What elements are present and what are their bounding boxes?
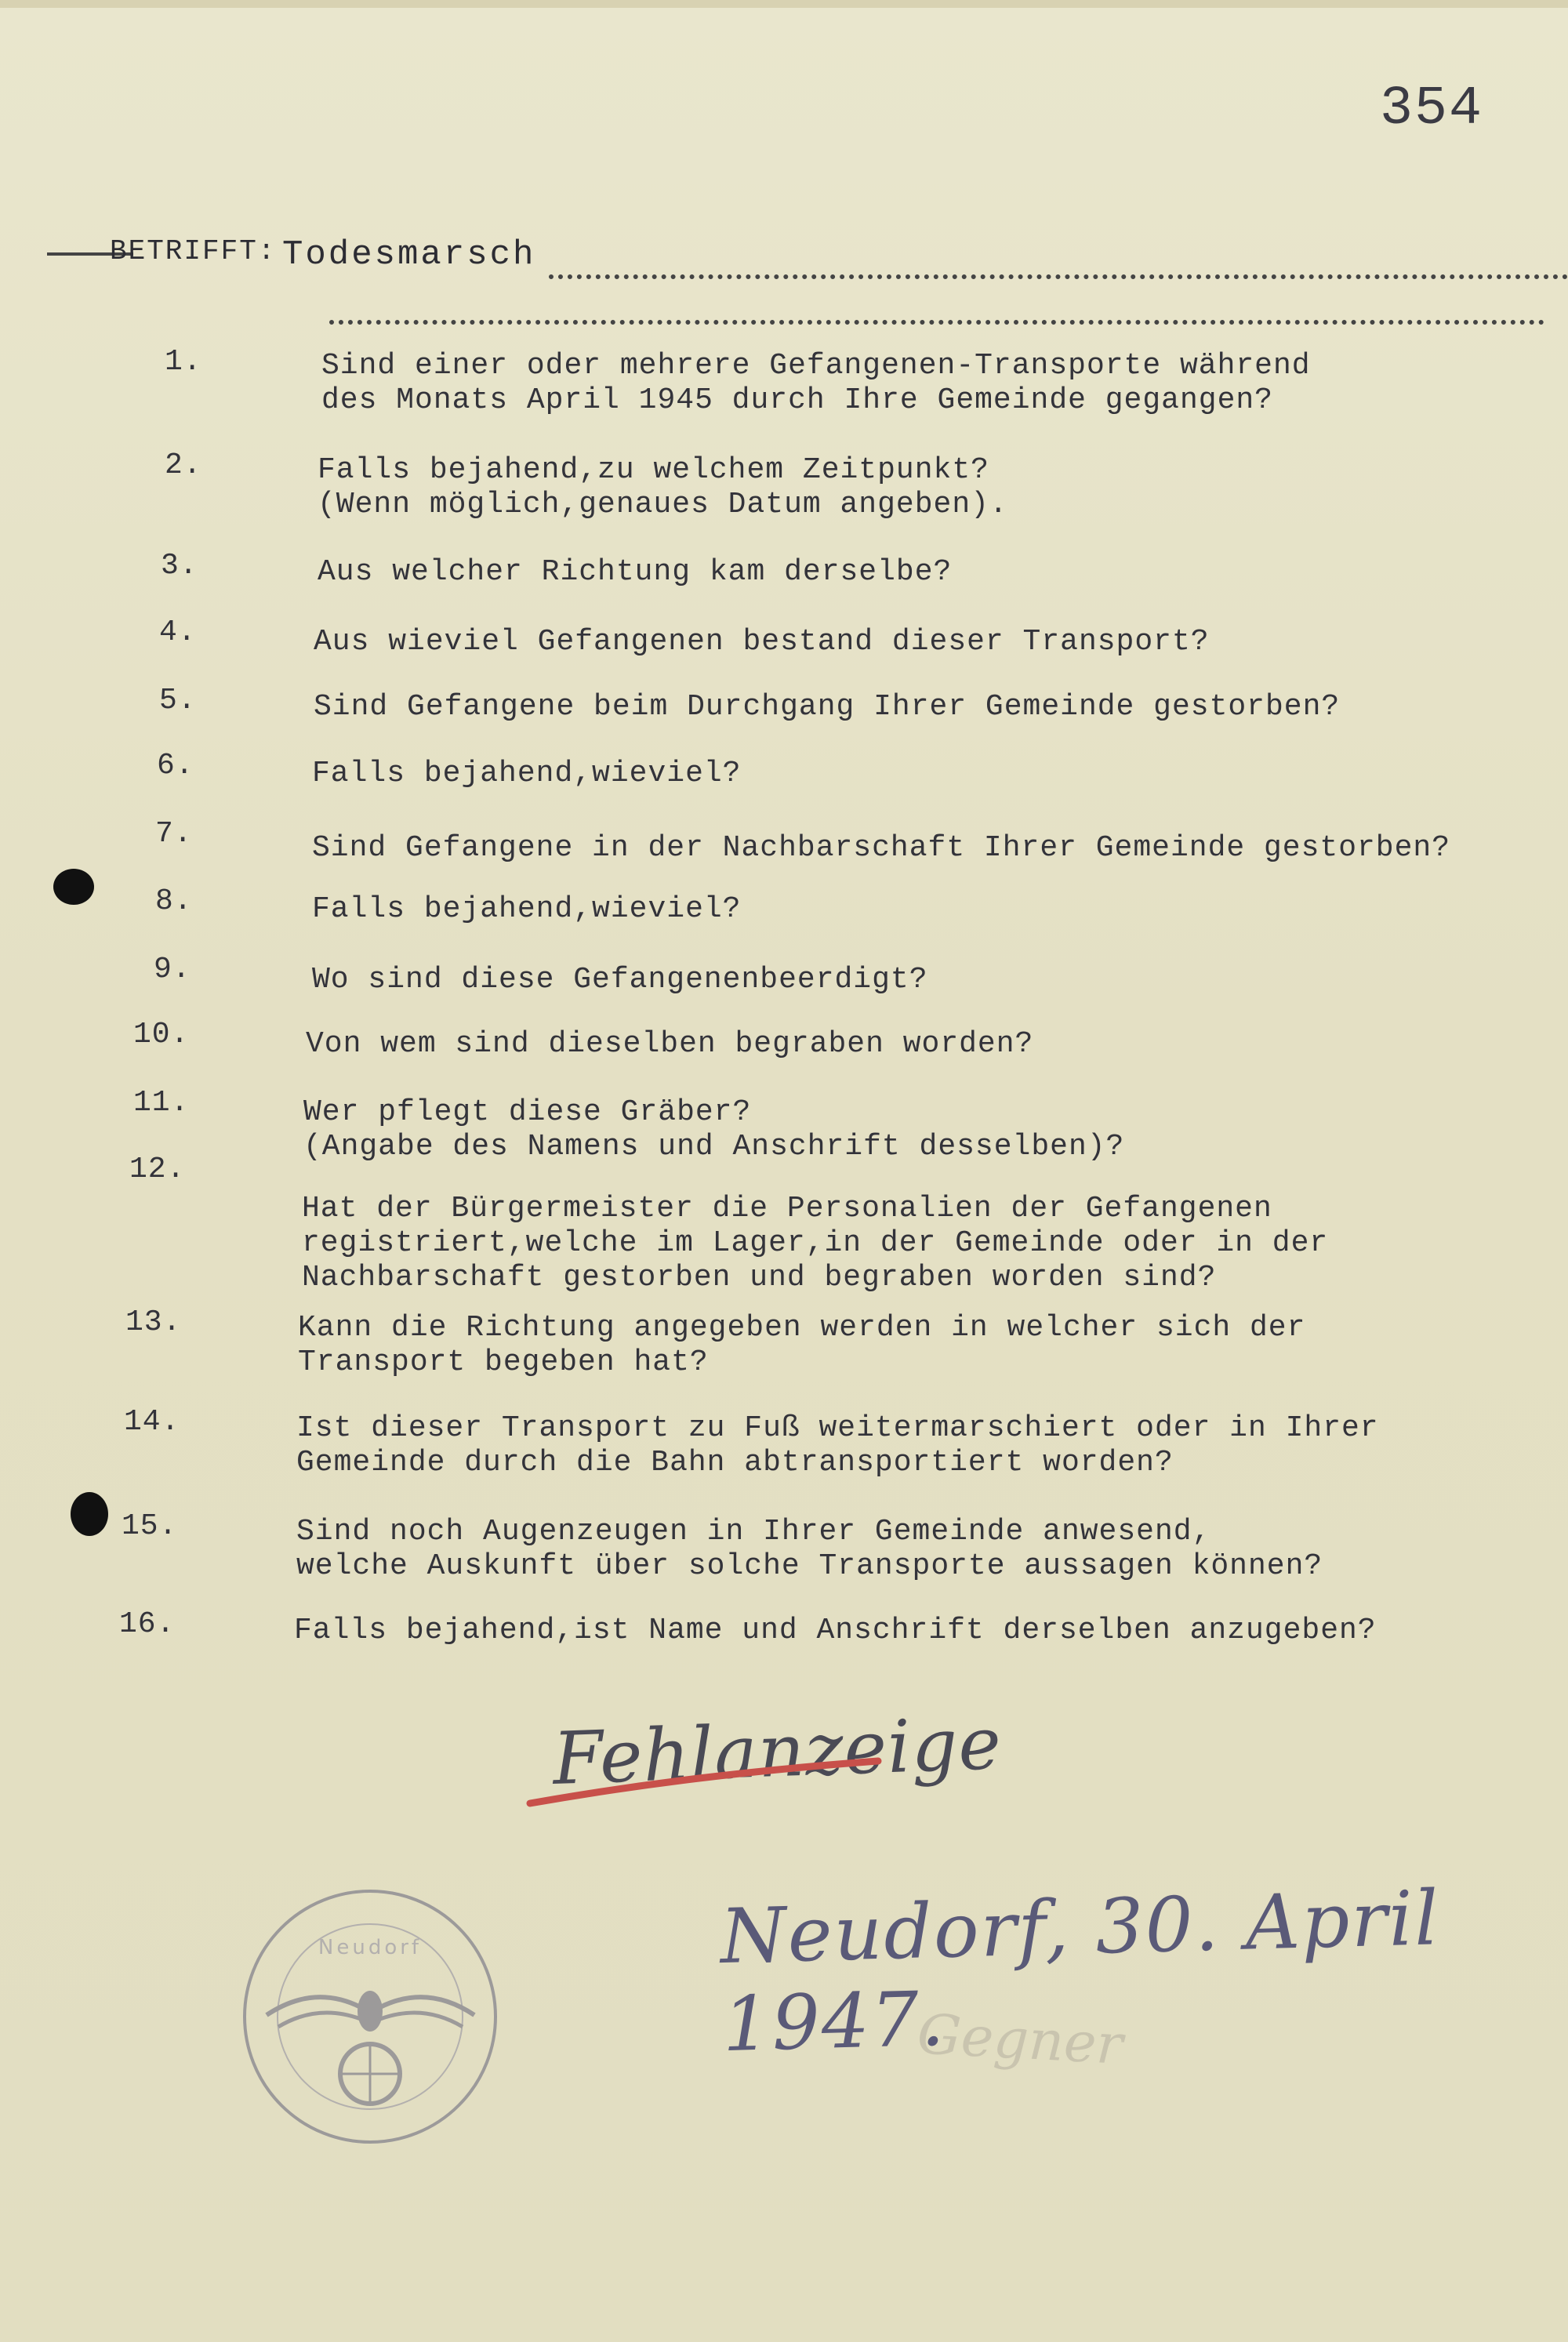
question-text: Falls bejahend,wieviel? xyxy=(312,892,742,926)
subject-dotted-line-2 xyxy=(329,320,1544,325)
question-number: 3. xyxy=(161,549,198,583)
question-number: 2. xyxy=(165,448,202,482)
handwritten-answer: Fehlanzeige xyxy=(551,1701,1004,1801)
question-text: Falls bejahend,ist Name und Anschrift derselben anzugeben? xyxy=(294,1614,1377,1647)
question-number: 5. xyxy=(159,684,197,717)
page-number: 354 xyxy=(1380,78,1484,140)
subject-dotted-line xyxy=(549,274,1568,279)
question-text: Wo sind diese Gefangenenbeerdigt? xyxy=(312,963,928,997)
question-text: Falls bejahend,wieviel? xyxy=(312,757,742,790)
question-text: Aus welcher Richtung kam derselbe? xyxy=(318,555,953,589)
question-text: Von wem sind dieselben begraben worden? xyxy=(306,1027,1034,1061)
signature: Gegner xyxy=(916,2002,1125,2077)
question-number: 15. xyxy=(122,1509,178,1543)
question-text: Ist dieser Transport zu Fuß weitermarschiert oder in Ihrer Gemeinde durch die Bahn abtransportiert worden? xyxy=(296,1411,1379,1480)
question-number: 12. xyxy=(129,1153,186,1186)
question-text: Aus wieviel Gefangenen bestand dieser Transport? xyxy=(314,625,1210,659)
question-number: 9. xyxy=(154,953,191,986)
subject-text: Todesmarsch xyxy=(282,235,536,274)
official-stamp xyxy=(235,1882,506,2152)
question-number: 4. xyxy=(159,615,197,649)
place-date: Neudorf, 30. April 1947. xyxy=(719,1874,1442,2069)
question-number: 16. xyxy=(119,1607,176,1641)
question-number: 7. xyxy=(155,817,193,851)
subject-line xyxy=(47,235,1568,290)
question-text: Sind einer oder mehrere Gefangenen-Transporte während des Monats April 1945 durch Ihre Gemeinde gegangen? xyxy=(321,349,1311,417)
question-number: 11. xyxy=(133,1086,190,1120)
question-number: 10. xyxy=(133,1018,190,1051)
subject-label: BETRIFFT: xyxy=(110,235,277,267)
question-number: 14. xyxy=(124,1405,180,1439)
question-text: Sind Gefangene in der Nachbarschaft Ihrer Gemeinde gestorben? xyxy=(312,831,1451,865)
question-number: 8. xyxy=(155,884,193,918)
question-text: Hat der Bürgermeister die Personalien der Gefangenen registriert,welche im Lager,in der Gemeinde oder in der Nachbarschaft gestorben und begraben worden sind? xyxy=(302,1192,1329,1294)
red-pencil-stroke xyxy=(525,1756,886,1811)
question-text: Sind Gefangene beim Durchgang Ihrer Gemeinde gestorben? xyxy=(314,690,1341,724)
question-number: 13. xyxy=(125,1305,182,1339)
question-text: Wer pflegt diese Gräber? (Angabe des Namens und Anschrift desselben)? xyxy=(303,1095,1125,1164)
question-text: Sind noch Augenzeugen in Ihrer Gemeinde anwesend, welche Auskunft über solche Transporte aussagen können? xyxy=(296,1515,1323,1583)
question-number: 6. xyxy=(157,749,194,782)
question-text: Falls bejahend,zu welchem Zeitpunkt? (Wenn möglich,genaues Datum angeben). xyxy=(318,453,1008,521)
question-number: 1. xyxy=(165,345,202,379)
punch-hole-top xyxy=(53,869,94,905)
question-text: Kann die Richtung angegeben werden in welcher sich der Transport begeben hat? xyxy=(298,1311,1306,1379)
punch-hole-bottom xyxy=(71,1492,108,1536)
stamp-text: Neudorf xyxy=(318,1936,423,1959)
